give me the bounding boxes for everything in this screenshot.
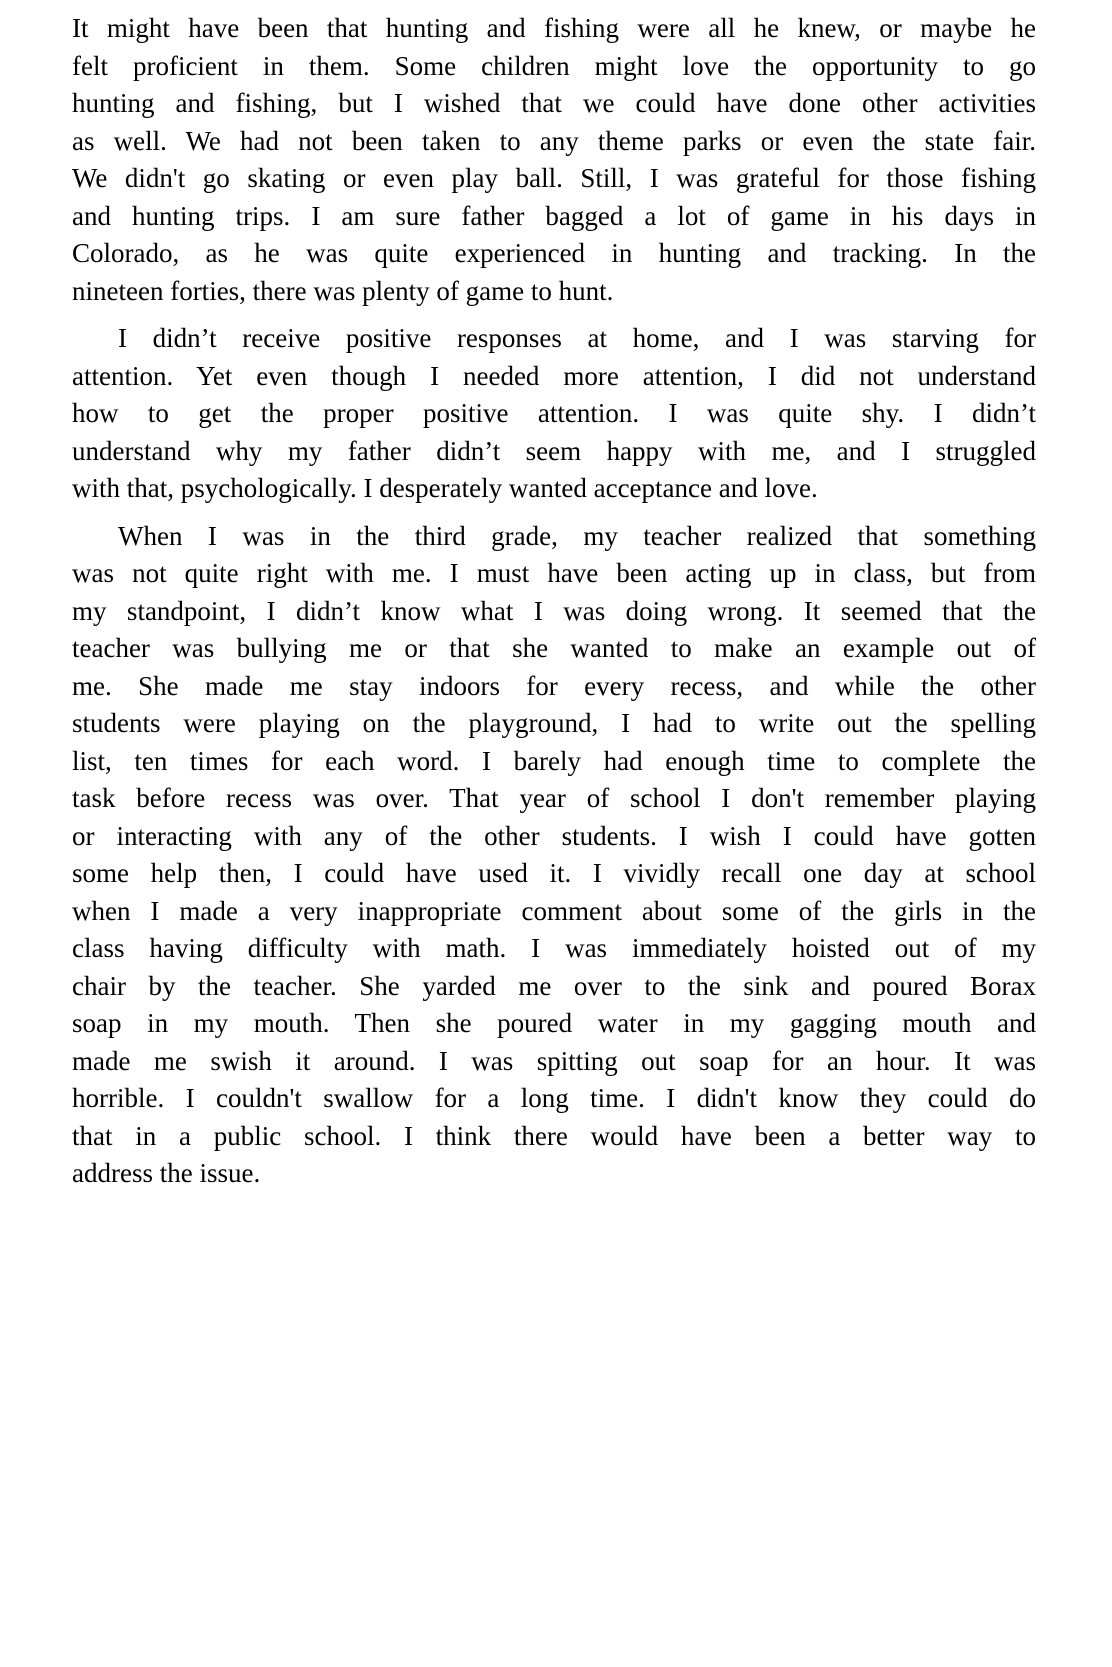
text-line: horrible. I couldn't swallow for a long time. I didn't know they could do	[72, 1083, 1036, 1113]
text-line: with that, psychologically. I desperately wanted acceptance and love.	[72, 473, 818, 503]
text-line: task before recess was over. That year of school I don't remember playing	[72, 783, 1036, 813]
text-line: students were playing on the playground, I had to write out the spelling	[72, 708, 1036, 738]
text-line: chair by the teacher. She yarded me over to the sink and poured Borax	[72, 970, 1036, 1001]
text-line: class having difficulty with math. I was immediately hoisted out of my	[72, 933, 1036, 963]
text-line: my standpoint, I didn’t know what I was doing wrong. It seemed that the	[72, 595, 1036, 626]
text-line: teacher was bullying me or that she wanted to make an example out of	[72, 633, 1036, 663]
text-line: I didn’t receive positive responses at home, and I was starving for	[118, 323, 1036, 353]
text-line: soap in my mouth. Then she poured water in my gagging mouth and	[72, 1008, 1036, 1038]
text-line: understand why my father didn’t seem happy with me, and I struggled	[72, 435, 1036, 466]
text-line: We didn't go skating or even play ball. Still, I was grateful for those fishing	[72, 163, 1036, 193]
text-line: how to get the proper positive attention. I was quite shy. I didn’t	[72, 398, 1036, 428]
paragraph	[72, 320, 1036, 508]
text-line: felt proficient in them. Some children might love the opportunity to go	[72, 50, 1036, 81]
text-line: hunting and fishing, but I wished that we could have done other activities	[72, 88, 1036, 118]
text-line: list, ten times for each word. I barely had enough time to complete the	[72, 745, 1036, 776]
text-line: nineteen forties, there was plenty of game to hunt.	[72, 275, 614, 306]
text-line: was not quite right with me. I must have been acting up in class, but from	[72, 558, 1036, 588]
text-line: some help then, I could have used it. I vividly recall one day at school	[72, 858, 1036, 888]
text-line: It might have been that hunting and fishing were all he knew, or maybe he	[72, 13, 1036, 43]
text-line: and hunting trips. I am sure father bagged a lot of game in his days in	[72, 200, 1036, 231]
paragraph	[72, 518, 1036, 1193]
text-line: Colorado, as he was quite experienced in hunting and tracking. In the	[72, 238, 1036, 268]
text-line: me. She made me stay indoors for every recess, and while the other	[72, 670, 1036, 701]
text-line: or interacting with any of the other students. I wish I could have gotten	[72, 820, 1036, 851]
text-line: When I was in the third grade, my teacher realized that something	[118, 520, 1036, 551]
text-line: address the issue.	[72, 1158, 261, 1188]
text-line: when I made a very inappropriate comment about some of the girls in the	[72, 895, 1036, 926]
text-line: made me swish it around. I was spitting out soap for an hour. It was	[72, 1045, 1036, 1076]
paragraph	[72, 10, 1036, 310]
text-block	[72, 10, 1036, 1203]
text-line: attention. Yet even though I needed more attention, I did not understand	[72, 360, 1036, 391]
text-line: that in a public school. I think there would have been a better way to	[72, 1120, 1036, 1151]
text-line: as well. We had not been taken to any theme parks or even the state fair.	[72, 125, 1036, 156]
